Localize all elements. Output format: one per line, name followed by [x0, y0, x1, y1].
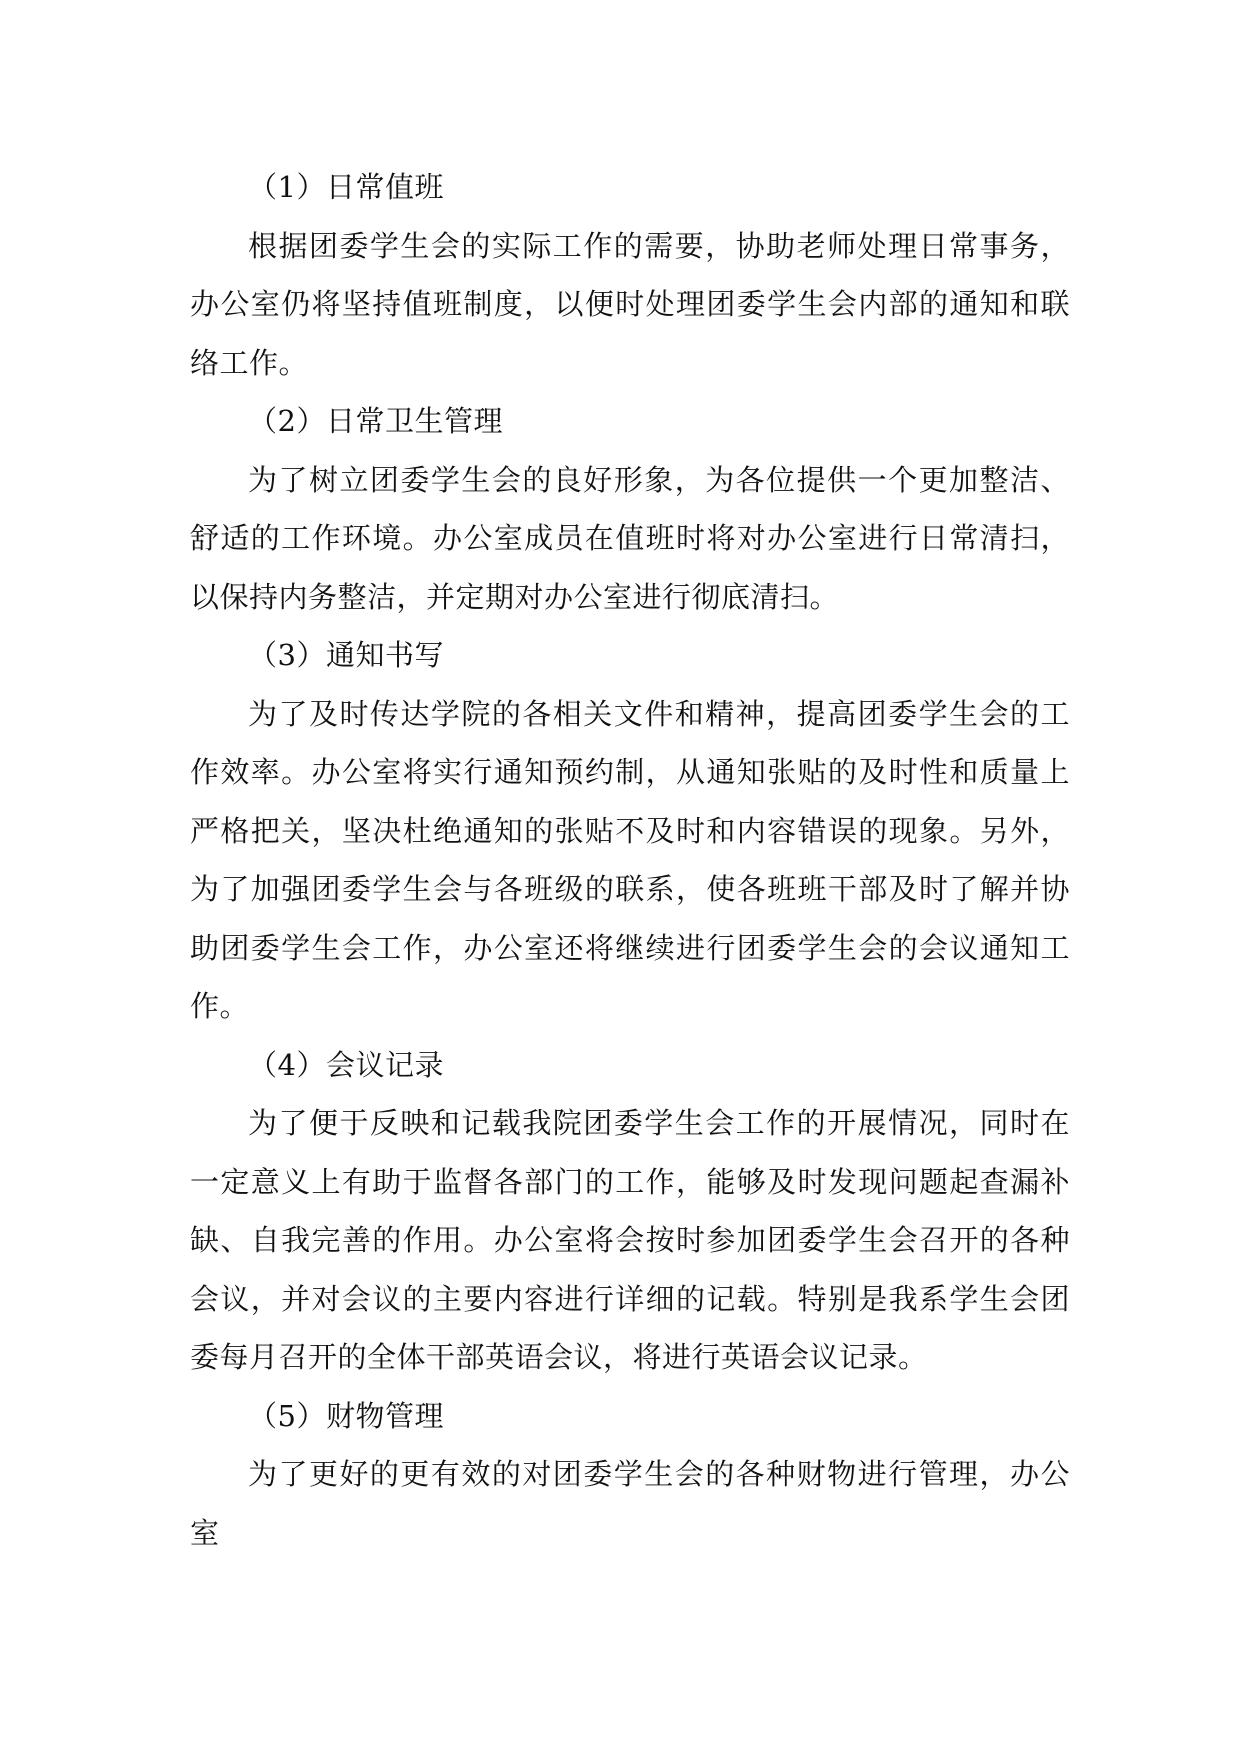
section-heading-notice-writing: （3）通知书写 [248, 638, 444, 672]
section-paragraph-property-management: 为了更好的更有效的对团委学生会的各种财物进行管理，办公室 [190, 1457, 1070, 1550]
section-heading-daily-duty: （1）日常值班 [248, 170, 444, 204]
section-heading-property-management: （5）财物管理 [248, 1398, 444, 1433]
section-paragraph-notice-writing: 为了及时传达学院的各相关文件和精神，提高团委学生会的工作效率。办公室将实行通知预约制，从通知张贴的及时性和质量上严格把关，坚决杜绝通知的张贴不及时和内容错误的现象。另外，为了加强团委学生会与各班级的联系，使各班班干部及时了解并协助团委学生会工作，办公室还将继续进行团委学生会的会议通知工作。 [190, 696, 1070, 1023]
section-paragraph-hygiene: 为了树立团委学生会的良好形象，为各位提供一个更加整洁、舒适的工作环境。办公室成员在值班时将对办公室进行日常清扫，以保持内务整洁，并定期对办公室进行彻底清扫。 [190, 462, 1070, 614]
document-body [190, 158, 1070, 1562]
section-heading-hygiene: （2）日常卫生管理 [248, 404, 503, 438]
section-paragraph-daily-duty: 根据团委学生会的实际工作的需要，协助老师处理日常事务，办公室仍将坚持值班制度，以便时处理团委学生会内部的通知和联络工作。 [190, 228, 1070, 380]
section-paragraph-meeting-minutes: 为了便于反映和记载我院团委学生会工作的开展情况，同时在一定意义上有助于监督各部门的工作，能够及时发现问题起查漏补缺、自我完善的作用。办公室将会按时参加团委学生会召开的各种会议，并对会议的主要内容进行详细的记载。特别是我系学生会团委每月召开的全体干部英语会议，将进行英语会议记录。 [190, 1106, 1070, 1374]
section-heading-meeting-minutes: （4）会议记录 [248, 1047, 444, 1082]
